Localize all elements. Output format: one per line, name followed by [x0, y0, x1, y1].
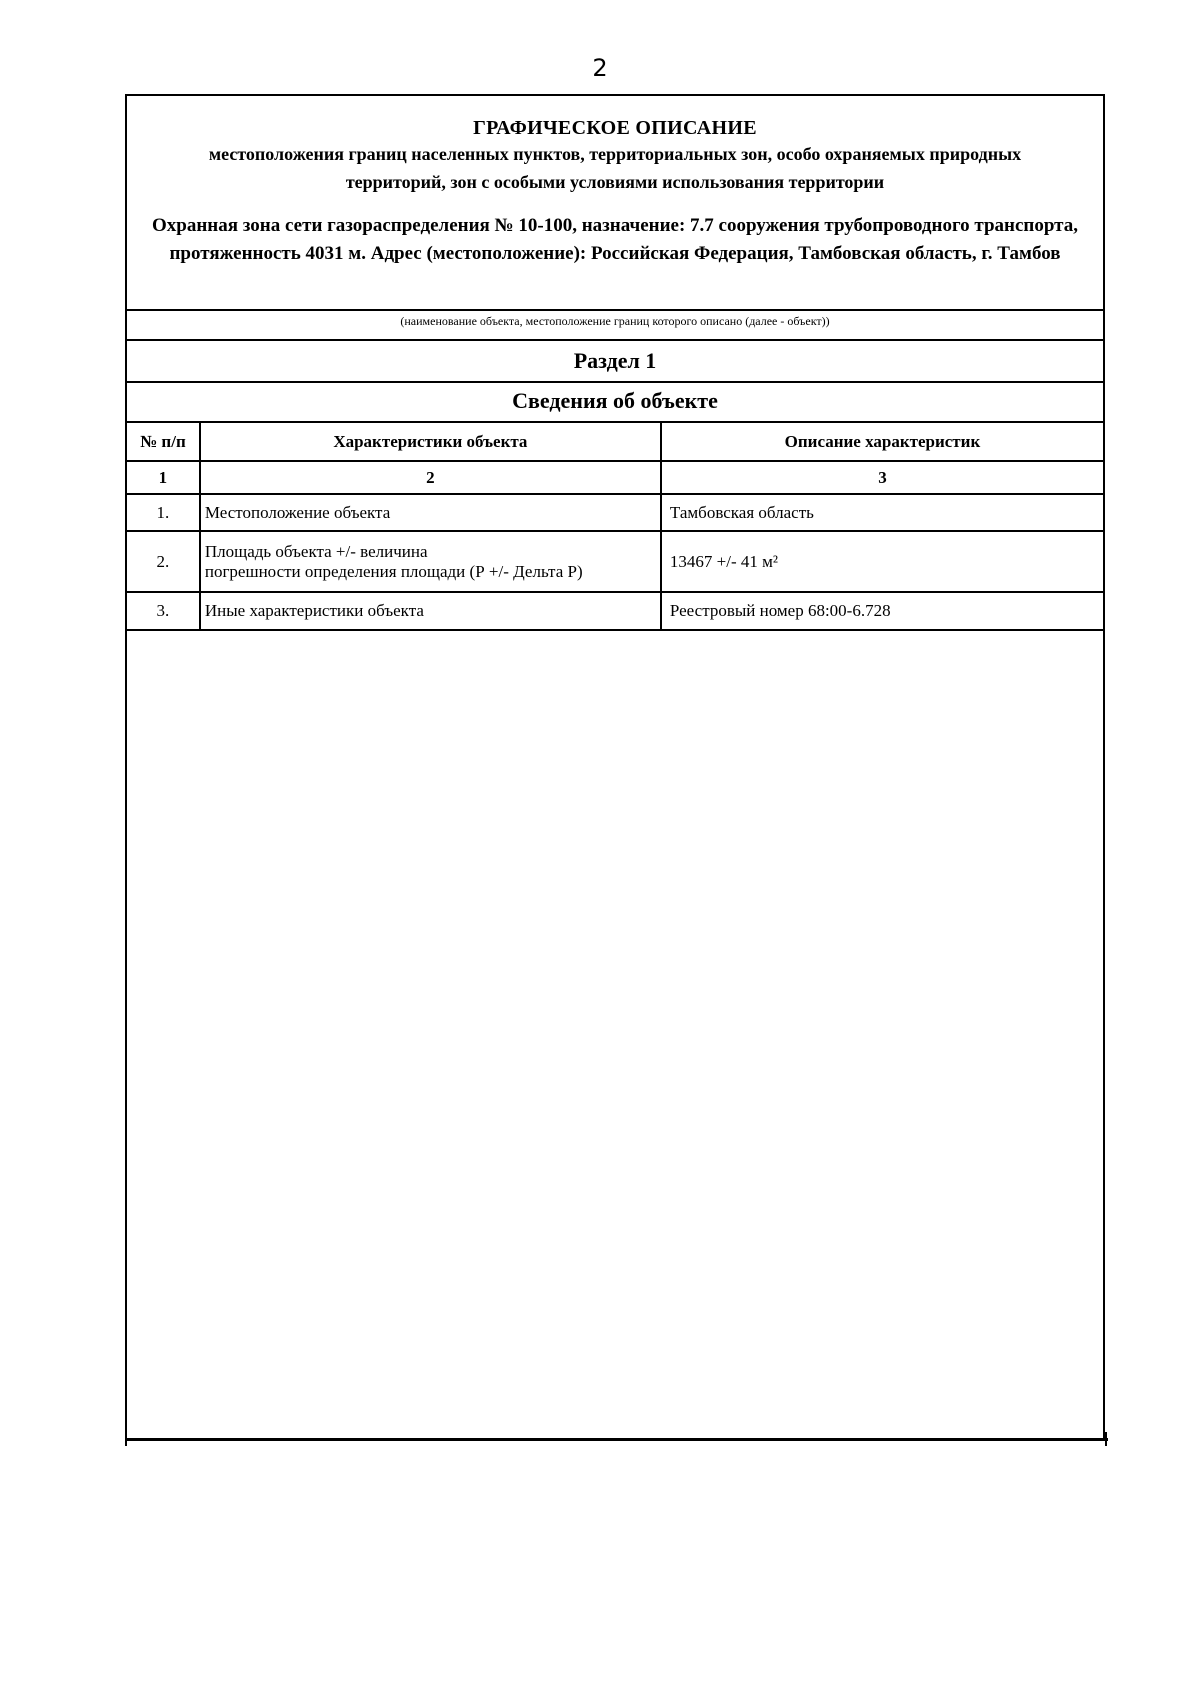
row-characteristic-line: погрешности определения площади (Р +/- Дельта Р) — [204, 561, 583, 581]
column-index: 3 — [661, 461, 1104, 494]
page-number: 2 — [592, 54, 608, 82]
divider-line — [127, 381, 1103, 383]
frame-tick-left — [125, 1432, 127, 1446]
section-title: Раздел 1 — [573, 348, 657, 373]
object-properties-table — [125, 421, 1105, 631]
column-index: 1 — [126, 461, 200, 494]
table-row — [126, 531, 1104, 592]
column-index-row — [126, 461, 1104, 494]
row-number: 3. — [126, 592, 200, 630]
row-value: Реестровый номер 68:00-6.728 — [661, 592, 1104, 630]
column-header: Характеристики объекта — [200, 422, 661, 461]
table-row — [126, 494, 1104, 531]
object-name-caption: (наименование объекта, местоположение границ которого описано (далее - объект)) — [400, 314, 830, 328]
row-characteristic: Местоположение объекта — [200, 494, 661, 531]
document-subtitle: местоположения границ населенных пунктов, территориальных зон, особо охраняемых природных территорий, зон с особыми условиями использования территории — [208, 144, 1022, 192]
row-value: 13467 +/- 41 м² — [661, 531, 1104, 592]
column-header: Описание характеристик — [661, 422, 1104, 461]
row-number: 1. — [126, 494, 200, 531]
frame-tick-right — [1105, 1432, 1107, 1446]
frame-bottom-line — [125, 1438, 1108, 1441]
row-value: Тамбовская область — [661, 494, 1104, 531]
object-name: Охранная зона сети газораспределения № 10-100, назначение: 7.7 сооружения трубопроводного транспорта, протяженность 4031 м. Адрес (местоположение): Российская Федерация, Тамбовская область, г. Тамбов — [152, 215, 1078, 264]
table-header-row — [126, 422, 1104, 461]
section-subtitle: Сведения об объекте — [512, 388, 718, 413]
row-characteristic — [200, 531, 661, 592]
header-block — [127, 96, 1103, 308]
row-number: 2. — [126, 531, 200, 592]
column-index: 2 — [200, 461, 661, 494]
row-characteristic-line: Площадь объекта +/- величина — [204, 541, 428, 561]
row-characteristic: Иные характеристики объекта — [200, 592, 661, 630]
table-row — [126, 592, 1104, 630]
divider-line — [127, 339, 1103, 341]
divider-line — [127, 309, 1103, 311]
column-header: № п/п — [126, 422, 200, 461]
document-title: ГРАФИЧЕСКОЕ ОПИСАНИЕ — [473, 117, 757, 139]
